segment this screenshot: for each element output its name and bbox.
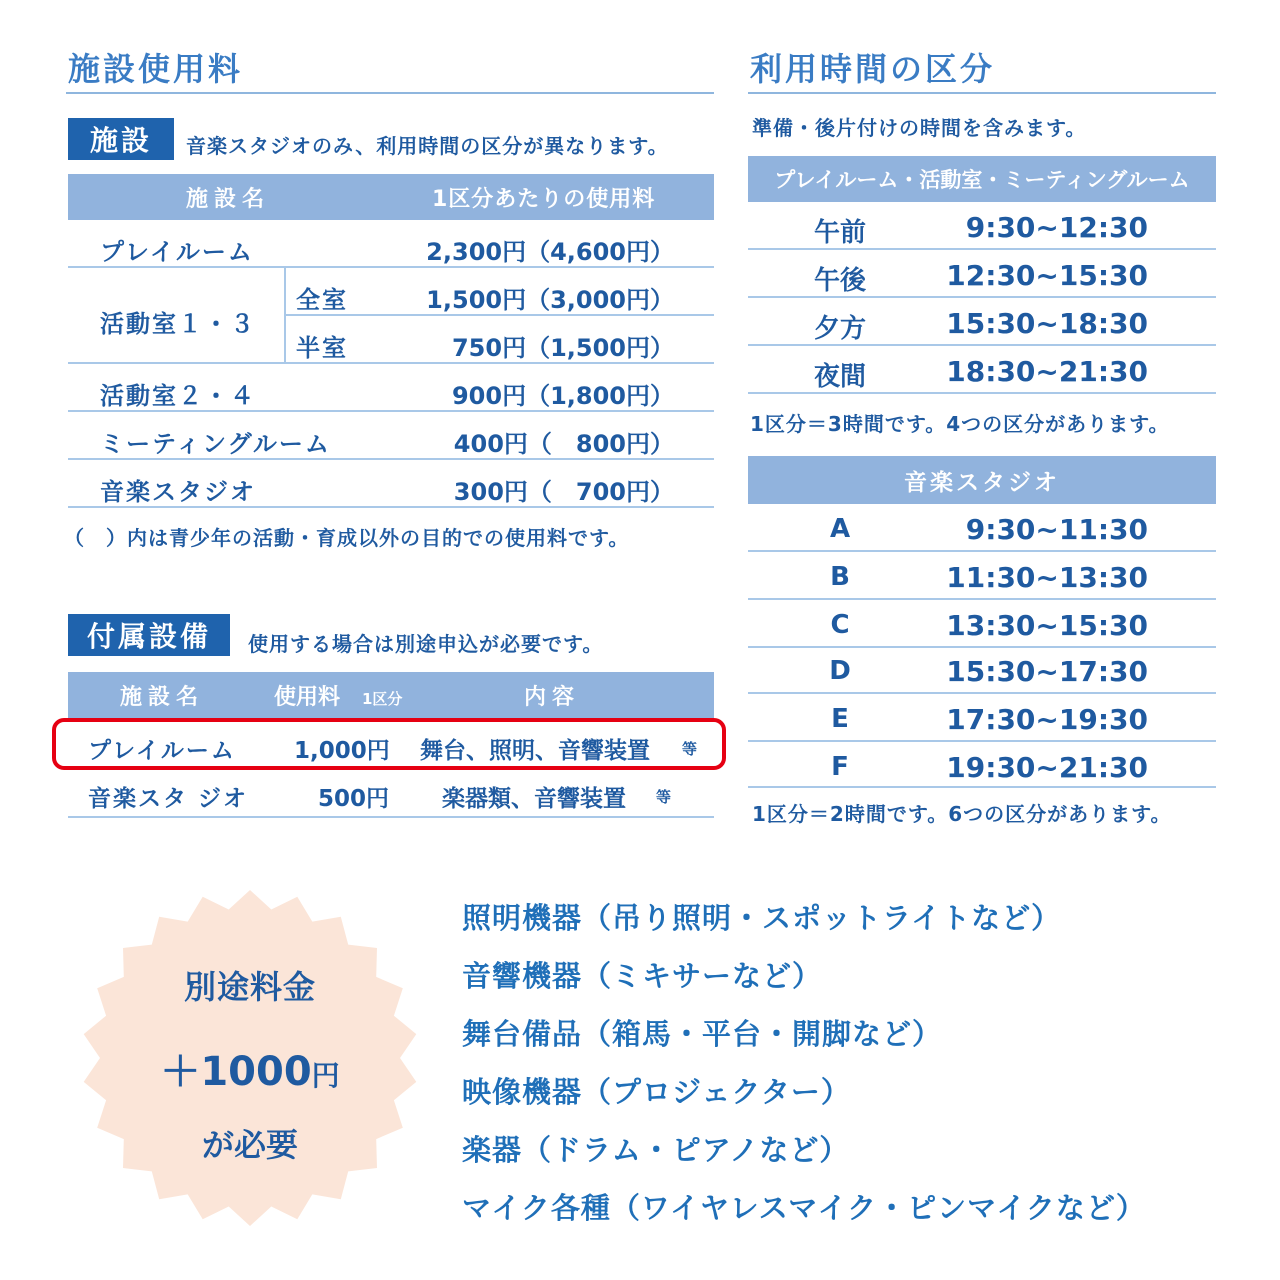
facility-sub: 半室 [296,334,348,362]
equipment-content: 舞台、照明、音響装置 [420,738,650,764]
equipment-header-unit: 1区分 [362,690,403,708]
table-row [748,346,1216,394]
badge-line1: 別途料金 [183,968,316,1006]
equipment-header-content: 内容 [524,684,581,710]
list-item: 照明機器（吊り照明・スポットライトなど） [462,901,1062,935]
time-value: 15:30~18:30 [946,307,1148,340]
facility-footnote: （ ）内は青少年の活動・育成以外の目的での使用料です。 [64,526,630,550]
time-value: 12:30~15:30 [946,259,1148,292]
equipment-price: 1,000円 [294,738,390,764]
equipment-label: 付属設備 [68,614,230,656]
table-row [748,250,1216,298]
time-table2-header: 音楽スタジオ [748,456,1216,504]
list-item: 舞台備品（箱馬・平台・開脚など） [462,1017,943,1051]
table-row [68,220,714,268]
list-item: マイク各種（ワイヤレスマイク・ピンマイクなど） [462,1191,1146,1225]
time-label: 午前 [813,218,866,248]
table-row [748,742,1216,788]
table-row [68,268,714,364]
table-row [68,770,714,818]
facility-sub: 全室 [296,286,348,314]
facility-header-price: 1区分あたりの使用料 [432,186,656,212]
time-value: 18:30~21:30 [946,355,1148,388]
facility-label: 施設 [68,118,174,160]
table-row [748,204,1216,250]
facility-price: 1,500円（3,000円） [426,286,674,314]
time-table1-footnote: 1区分＝3時間です。4つの区分があります。 [750,412,1170,436]
time-label: 午後 [813,266,866,296]
equipment-suffix: 等 [656,788,674,806]
fees-title: 施設使用料 [68,50,244,88]
time-value: 17:30~19:30 [946,703,1148,736]
table-row [68,364,714,412]
table-row [68,460,714,508]
equipment-table-header [68,672,714,718]
facility-price: 2,300円（4,600円） [426,238,674,266]
facility-table-header [68,174,714,220]
facility-price: 750円（1,500円） [451,334,674,362]
time-value: 13:30~15:30 [946,609,1148,642]
time-value: 11:30~13:30 [946,561,1148,594]
facility-name: 活動室１・３ [100,310,256,338]
equipment-suffix: 等 [682,740,700,758]
time-label: E [831,704,849,734]
time-value: 15:30~17:30 [946,655,1148,688]
highlight-frame [52,718,726,770]
facility-price: 300円（ 700円） [453,478,674,506]
table-row [748,298,1216,346]
table-row [748,600,1216,648]
facility-header-name: 施設名 [186,186,271,212]
time-label: 夕方 [813,314,866,344]
time-note: 準備・後片付けの時間を含みます。 [752,116,1087,140]
facility-note: 音楽スタジオのみ、利用時間の区分が異なります。 [186,134,669,158]
list-item: 楽器（ドラム・ピアノなど） [462,1133,850,1167]
list-item: 音響機器（ミキサーなど） [462,959,823,993]
table-row [748,648,1216,694]
time-label: 夜間 [813,362,866,392]
time-value: 19:30~21:30 [946,751,1148,784]
equipment-note: 使用する場合は別途申込が必要です。 [248,632,604,656]
time-table2-footnote: 1区分＝2時間です。6つの区分があります。 [752,802,1172,826]
time-value: 9:30~12:30 [965,211,1148,244]
facility-name: 活動室２・４ [100,382,256,410]
time-label: B [830,562,850,592]
time-label: D [829,656,851,686]
table-row [748,552,1216,600]
equipment-header-price: 使用料 [274,684,341,710]
badge-plus-amount: ＋1000 [160,1049,312,1095]
table-row [748,506,1216,552]
time-table1-header: プレイルーム・活動室・ミーティングルーム [748,156,1216,202]
equipment-name: プレイルーム [88,738,236,764]
badge-line2 [90,1040,410,1097]
time-label: C [830,610,850,640]
facility-name: ミーティングルーム [100,430,331,458]
facility-price: 900円（1,800円） [451,382,674,410]
badge-line3: が必要 [201,1126,298,1164]
facility-name: プレイルーム [100,238,254,266]
facility-name: 音楽スタジオ [100,478,256,506]
facility-price: 400円（ 800円） [453,430,674,458]
time-title-rule [748,92,1216,94]
time-label: A [829,514,851,544]
list-item: 映像機器（プロジェクター） [462,1075,851,1109]
table-row [68,412,714,460]
equipment-price: 500円 [318,786,390,812]
badge-yen: 円 [311,1059,340,1092]
equipment-content: 楽器類、音響装置 [442,786,626,812]
time-label: F [831,752,849,782]
equipment-header-name: 施設名 [120,684,205,710]
time-title: 利用時間の区分 [750,50,996,88]
table-row [748,694,1216,742]
fees-title-rule [66,92,714,94]
time-value: 9:30~11:30 [965,513,1148,546]
equipment-name: 音楽スタ ジオ [88,786,249,812]
